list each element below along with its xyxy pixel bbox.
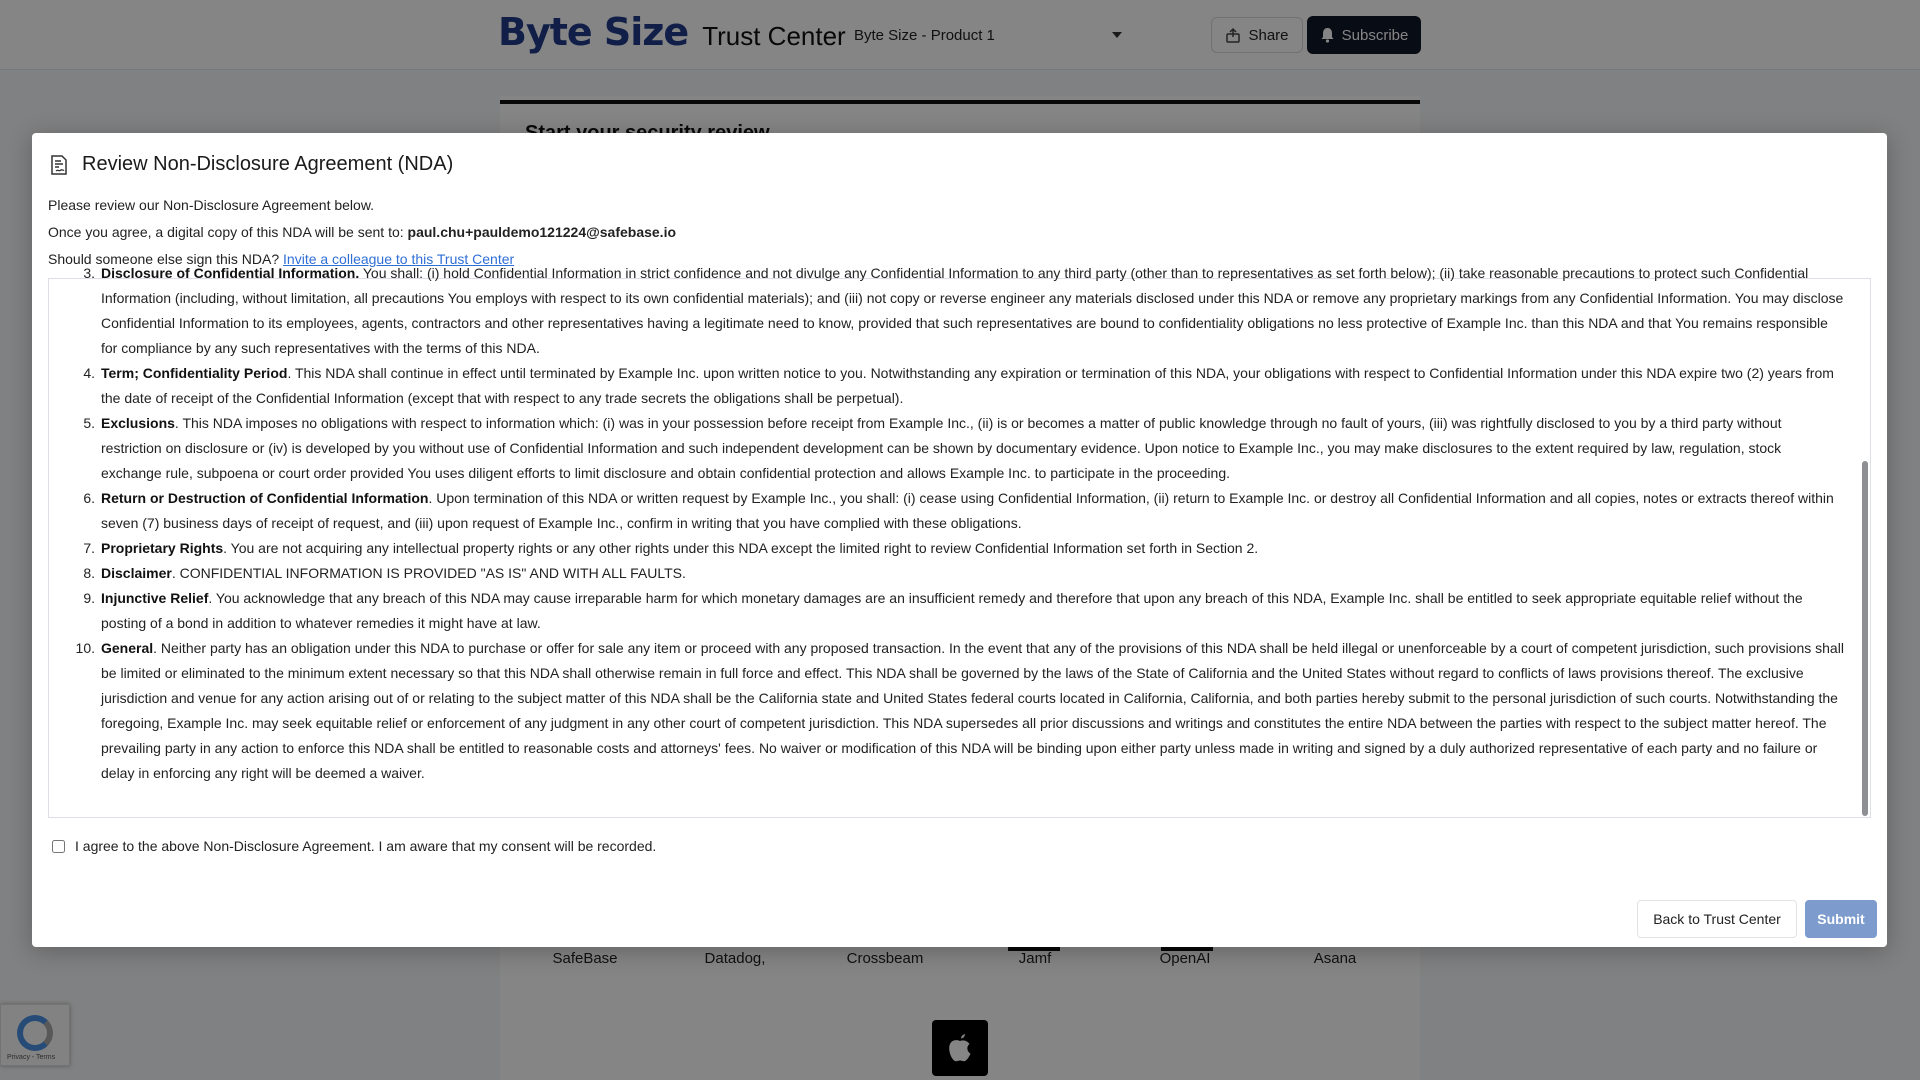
nda-modal [32,133,1887,947]
modal-title: Review Non-Disclosure Agreement (NDA) [82,153,454,175]
nda-clause [49,586,1844,636]
clause-number: 6. [83,490,95,506]
subscribe-label: Subscribe [1341,26,1409,44]
clause-title: Exclusions [101,415,175,431]
brand-logo: Byte Size [498,10,689,54]
clause-body: . This NDA shall continue in effect until terminated by Example Inc. upon written notice to you. Notwithstanding any expiration or termination of this NDA, your obligations with respect to Confidential Information under this NDA expire two (2) years from the date of receipt of the Confidential Information (except that with respect to any trade secrets the obligations shall be perpetual). [101,365,1834,406]
nda-content [49,261,1844,786]
clause-text [101,261,1844,361]
company-name[interactable]: Jamf [1018,950,1052,967]
recipient-email: paul.chu+pauldemo121224@safebase.io [407,224,677,240]
invite-colleague-link[interactable]: Invite a colleague to this Trust Center [283,251,515,267]
clause-text [101,536,1844,561]
nda-clause [49,536,1844,561]
email-prefix: Once you agree, a digital copy of this NDA will be sent to: [48,224,404,240]
scrollbar-thumb[interactable] [1862,461,1868,816]
company-name[interactable]: Crossbeam [846,950,924,967]
nda-clause [49,411,1844,486]
nda-clause [49,636,1844,786]
clause-body: You shall: (i) hold Confidential Information in strict confidence and not divulge any Confidential Information to any third party (other than to representatives as set forth below); (ii) take reasonable precautions to protect such Confidential Information (including, without limitation, all precautions You employs with respect to its own confidential materials); and (iii) not copy or reverse engineer any materials disclosed under this NDA or remove any proprietary markings from any Confidential Information. You may disclose Confidential Information to its employees, agents, contractors and other representatives having a legitimate need to know, provided that such representatives are bound to confidentiality obligations no less protective of Example Inc. than this NDA and that You remains responsible for compliance by any such representatives with the terms of this NDA. [101,265,1844,356]
agree-checkbox[interactable] [52,840,65,853]
clause-number: 5. [83,415,95,431]
clause-body: . You acknowledge that any breach of this NDA may cause irreparable harm for which monetary damages are an insufficient remedy and therefore that upon any breach of this NDA, Example Inc. shall be entitled to seek appropriate equitable relief without the posting of a bond in addition to whatever remedies it might have at law. [101,590,1803,631]
document-signature-icon [48,154,70,176]
clause-title: Term; Confidentiality Period [101,365,288,381]
nda-text-scroll[interactable] [48,265,1871,818]
company-name[interactable]: Asana [1313,950,1357,967]
scrollbar[interactable] [1860,279,1870,817]
invite-prefix: Should someone else sign this NDA? [48,251,280,267]
clause-number: 4. [83,365,95,381]
nda-clause [49,261,1844,361]
clause-text [101,361,1844,411]
clause-title: Injunctive Relief [101,590,209,606]
share-label: Share [1248,26,1289,44]
intro-text: Please review our Non-Disclosure Agreement below. [48,197,375,213]
clause-text [101,411,1844,486]
product-select-value: Byte Size - Product 1 [854,26,995,44]
clause-number: 7. [83,540,95,556]
clause-title: General [101,640,154,656]
clause-body: . Neither party has an obligation under this NDA to purchase or offer for sale any item or proceed with any proposed transaction. In the event that any of the provisions of this NDA shall be held illegal or unenforceable by a court of competent jurisdiction, such provisions shall be limited or eliminated to the minimum extent necessary so that this NDA shall otherwise remain in full force and effect. This NDA shall be governed by the laws of the State of California and the United States without regard to conflicts of laws provisions thereof. The exclusive jurisdiction and venue for any action arising out of or relating to the subject matter of this NDA shall be the California state and United States federal courts located in California, California, and both parties hereby submit to the personal jurisdiction of such courts. Notwithstanding the foregoing, Example Inc. may seek equitable relief or enforcement of any judgment in any other court of competent jurisdiction. This NDA supersedes all prior discussions and writings and constitutes the entire NDA between the parties with respect to the subject matter hereof. The prevailing party in any action to enforce this NDA shall be entitled to reasonable costs and attorneys' fees. No waiver or modification of this NDA will be binding upon either party unless made in writing and signed by a duly authorized representative of each party and no failure or delay in enforcing any right will be deemed a waiver. [101,640,1844,781]
email-line [48,224,676,240]
clause-number: 9. [83,590,95,606]
clause-title: Disclosure of Confidential Information. [101,265,360,281]
clause-text [101,636,1844,786]
clause-body: . CONFIDENTIAL INFORMATION IS PROVIDED "AS IS" AND WITH ALL FAULTS. [171,565,686,581]
clause-number: 10. [75,640,95,656]
nda-clause [49,561,1844,586]
agree-label[interactable]: I agree to the above Non-Disclosure Agreement. I am aware that my consent will be recorded. [75,838,657,854]
clause-title: Proprietary Rights [101,540,224,556]
company-name[interactable]: SafeBase [552,950,618,967]
clause-text [101,561,1844,586]
agree-row[interactable] [52,838,656,854]
back-to-trust-center-button[interactable]: Back to Trust Center [1637,900,1797,938]
company-name[interactable]: Datadog, [704,950,766,967]
submit-button[interactable]: Submit [1805,900,1877,938]
clause-number: 8. [83,565,95,581]
nda-clause [49,361,1844,411]
nda-clause [49,486,1844,536]
clause-title: Return or Destruction of Confidential Information [101,490,429,506]
recaptcha-links[interactable]: Privacy - Terms [7,1054,56,1061]
clause-body: . Upon termination of this NDA or written request by Example Inc., you shall: (i) cease using Confidential Information, (ii) return to Example Inc. or destroy all Confidential Information and all copies, notes or extracts thereof within seven (7) business days of receipt of request, and (iii) upon request of Example Inc., confirm in writing that you have complied with these obligations. [101,490,1834,531]
clause-text [101,586,1844,636]
clause-text [101,486,1844,536]
clause-title: Disclaimer [101,565,172,581]
clause-body: . You are not acquiring any intellectual property rights or any other rights under this NDA except the limited right to review Confidential Information set forth in Section 2. [223,540,1259,556]
clause-body: . This NDA imposes no obligations with respect to information which: (i) was in your possession before receipt from Example Inc., (ii) is or becomes a matter of public knowledge through no fault of yours, (iii) was rightfully disclosed to you by a third party without restriction on disclosure or (iv) is developed by you without use of Confidential Information and such independent development can be shown by documentary evidence. Upon notice to Example Inc., you may make disclosures to the extent required by law, regulation, stock exchange rule, subpoena or court order provided You uses diligent efforts to limit disclosure and obtain confidential protection and allows Example Inc. to participate in the proceeding. [101,415,1782,481]
clause-number: 3. [83,265,95,281]
company-name[interactable]: OpenAI [1159,950,1211,967]
brand-title: Trust Center [702,21,846,51]
modal-header [48,153,453,176]
